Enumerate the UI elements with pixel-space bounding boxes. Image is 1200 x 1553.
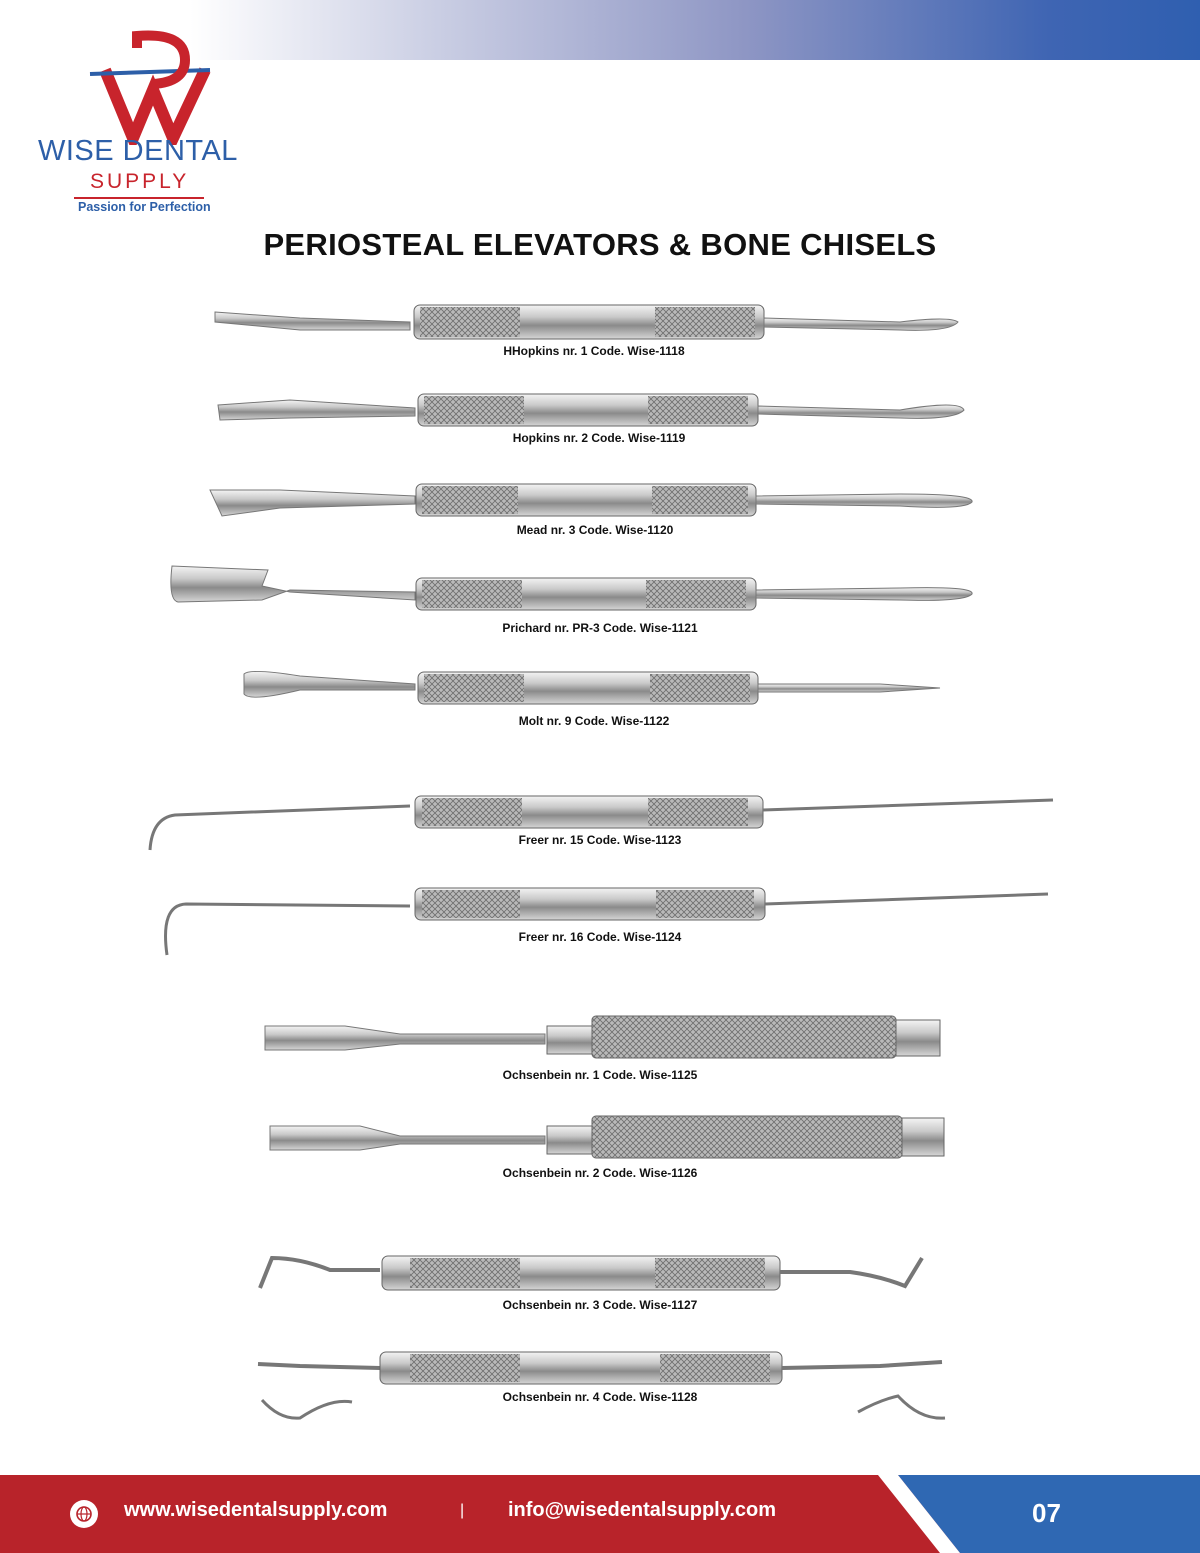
page-title: PERIOSTEAL ELEVATORS & BONE CHISELS [263,227,937,262]
instrument-wise-1124 [166,888,1048,955]
instrument-wise-1122 [244,671,940,704]
instrument-caption: Mead nr. 3 Code. Wise-1120 [516,523,674,537]
brand-tagline: Passion for Perfection [78,200,211,214]
instrument-wise-1118 [215,305,958,339]
footer-separator: | [460,1502,465,1519]
instrument-caption: Ochsenbein nr. 2 Code. Wise-1126 [502,1166,698,1180]
instrument-caption: HHopkins nr. 1 Code. Wise-1118 [503,344,685,358]
instrument-wise-1119 [218,394,964,426]
instrument-wise-1125 [265,1016,940,1058]
instrument-caption: Prichard nr. PR-3 Code. Wise-1121 [502,621,698,635]
instrument-caption: Ochsenbein nr. 3 Code. Wise-1127 [502,1298,698,1312]
globe-icon [70,1500,98,1528]
brand-sub: SUPPLY [90,170,190,193]
instrument-wise-1121 [171,566,972,610]
footer-email-link[interactable]: info@wisedentalsupply.com [508,1499,777,1521]
instrument-wise-1126 [270,1116,944,1158]
footer-website-link[interactable]: www.wisedentalsupply.com [124,1499,388,1521]
instrument-wise-1120 [210,484,972,516]
page-number: 07 [1032,1498,1061,1528]
brand-name: WISE DENTAL [38,135,238,167]
instrument-caption: Freer nr. 16 Code. Wise-1124 [518,930,682,944]
instrument-caption: Hopkins nr. 2 Code. Wise-1119 [512,431,686,445]
instrument-caption: Molt nr. 9 Code. Wise-1122 [518,714,670,728]
instrument-caption: Ochsenbein nr. 1 Code. Wise-1125 [502,1068,698,1082]
instrument-wise-1128 [258,1352,945,1418]
instrument-wise-1127 [260,1256,922,1290]
instrument-caption: Freer nr. 15 Code. Wise-1123 [518,833,682,847]
instrument-caption: Ochsenbein nr. 4 Code. Wise-1128 [502,1390,698,1404]
